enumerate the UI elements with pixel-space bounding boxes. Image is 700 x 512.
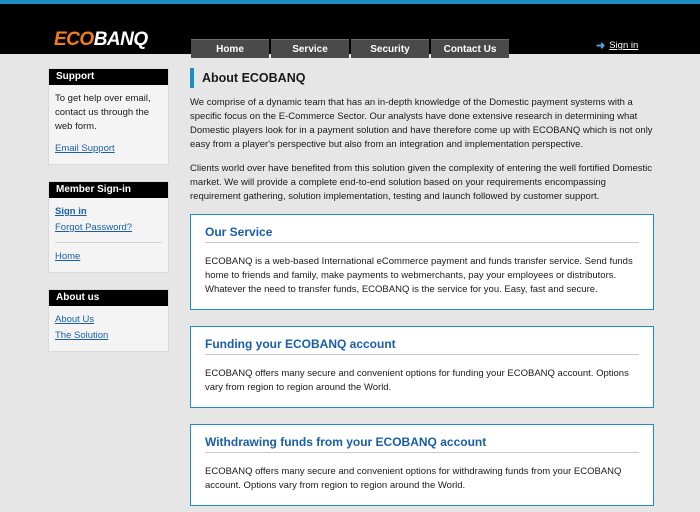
sidebar (48, 68, 169, 368)
card-text: ECOBANQ offers many secure and convenient options for withdrawing funds from your ECOBANQ account. Options vary from region to region around the World. (205, 466, 622, 491)
email-support-link[interactable]: Email Support (55, 143, 115, 154)
page-title: About ECOBANQ (190, 68, 654, 88)
tab-contact-us[interactable]: Contact Us (431, 39, 509, 58)
member-signin-box (48, 181, 169, 273)
card-title: Withdrawing funds from your ECOBANQ account (205, 435, 639, 453)
about-us-link[interactable]: About Us (55, 314, 95, 325)
the-solution-link[interactable]: The Solution (55, 330, 109, 341)
member-signin-title: Member Sign-in (49, 182, 168, 198)
sidebar-signin-link[interactable]: Sign in (55, 206, 87, 217)
our-service-card (190, 214, 654, 310)
sign-in-arrow-icon: ➜ (596, 40, 606, 52)
about-us-box (48, 289, 169, 352)
header-signin-link[interactable]: Sign in (609, 40, 639, 51)
funding-card (190, 326, 654, 408)
logo-eco: ECO (54, 29, 94, 50)
sidebar-home-link[interactable]: Home (55, 251, 81, 262)
support-box (48, 68, 169, 165)
forgot-password-link[interactable]: Forgot Password? (55, 222, 133, 233)
intro-paragraph-1: We comprise of a dynamic team that has an in-depth knowledge of the Domestic payment systems with a specific focus on the E-Commerce Sector. Our analysts have done extensive research in determining what Domestic players look for in a payment solution and have therefore come up with ECOBANQ which is not only easy from a player's perspective but also from an integration and implementation perspective. (190, 97, 653, 150)
tab-security[interactable]: Security (351, 39, 429, 58)
header-bar (0, 0, 700, 54)
card-text: ECOBANQ is a web-based International eCommerce payment and funds transfer service. Send funds home to friends and family, make payments to webmerchants, pay your employees or distributors. Whatever the need to transfer funds, ECOBANQ is the service for you. Easy, fast and secure. (205, 256, 633, 295)
card-title: Funding your ECOBANQ account (205, 337, 639, 355)
withdrawing-card (190, 424, 654, 506)
about-us-title: About us (49, 290, 168, 306)
card-text: ECOBANQ offers many secure and convenient options for funding your ECOBANQ account. Options vary from region to region around the World. (205, 368, 629, 393)
main-content (190, 68, 654, 512)
support-text: To get help over email, contact us through the web form. (55, 93, 151, 132)
card-title: Our Service (205, 225, 639, 243)
divider (55, 242, 162, 243)
header-signin (596, 39, 638, 52)
tab-service[interactable]: Service (271, 39, 349, 58)
ecobanq-logo[interactable] (54, 30, 148, 49)
tab-home[interactable]: Home (191, 39, 269, 58)
logo-banq: BANQ (93, 29, 148, 50)
support-title: Support (49, 69, 168, 85)
main-nav (191, 39, 509, 58)
intro-paragraph-2: Clients world over have benefited from this solution given the complexity of entering the well fortified Domestic market. We will provide a complete end-to-end solution based on your requirements encompassing requirement gathering, solution implementation, testing and launch followed by customer support. (190, 163, 653, 202)
